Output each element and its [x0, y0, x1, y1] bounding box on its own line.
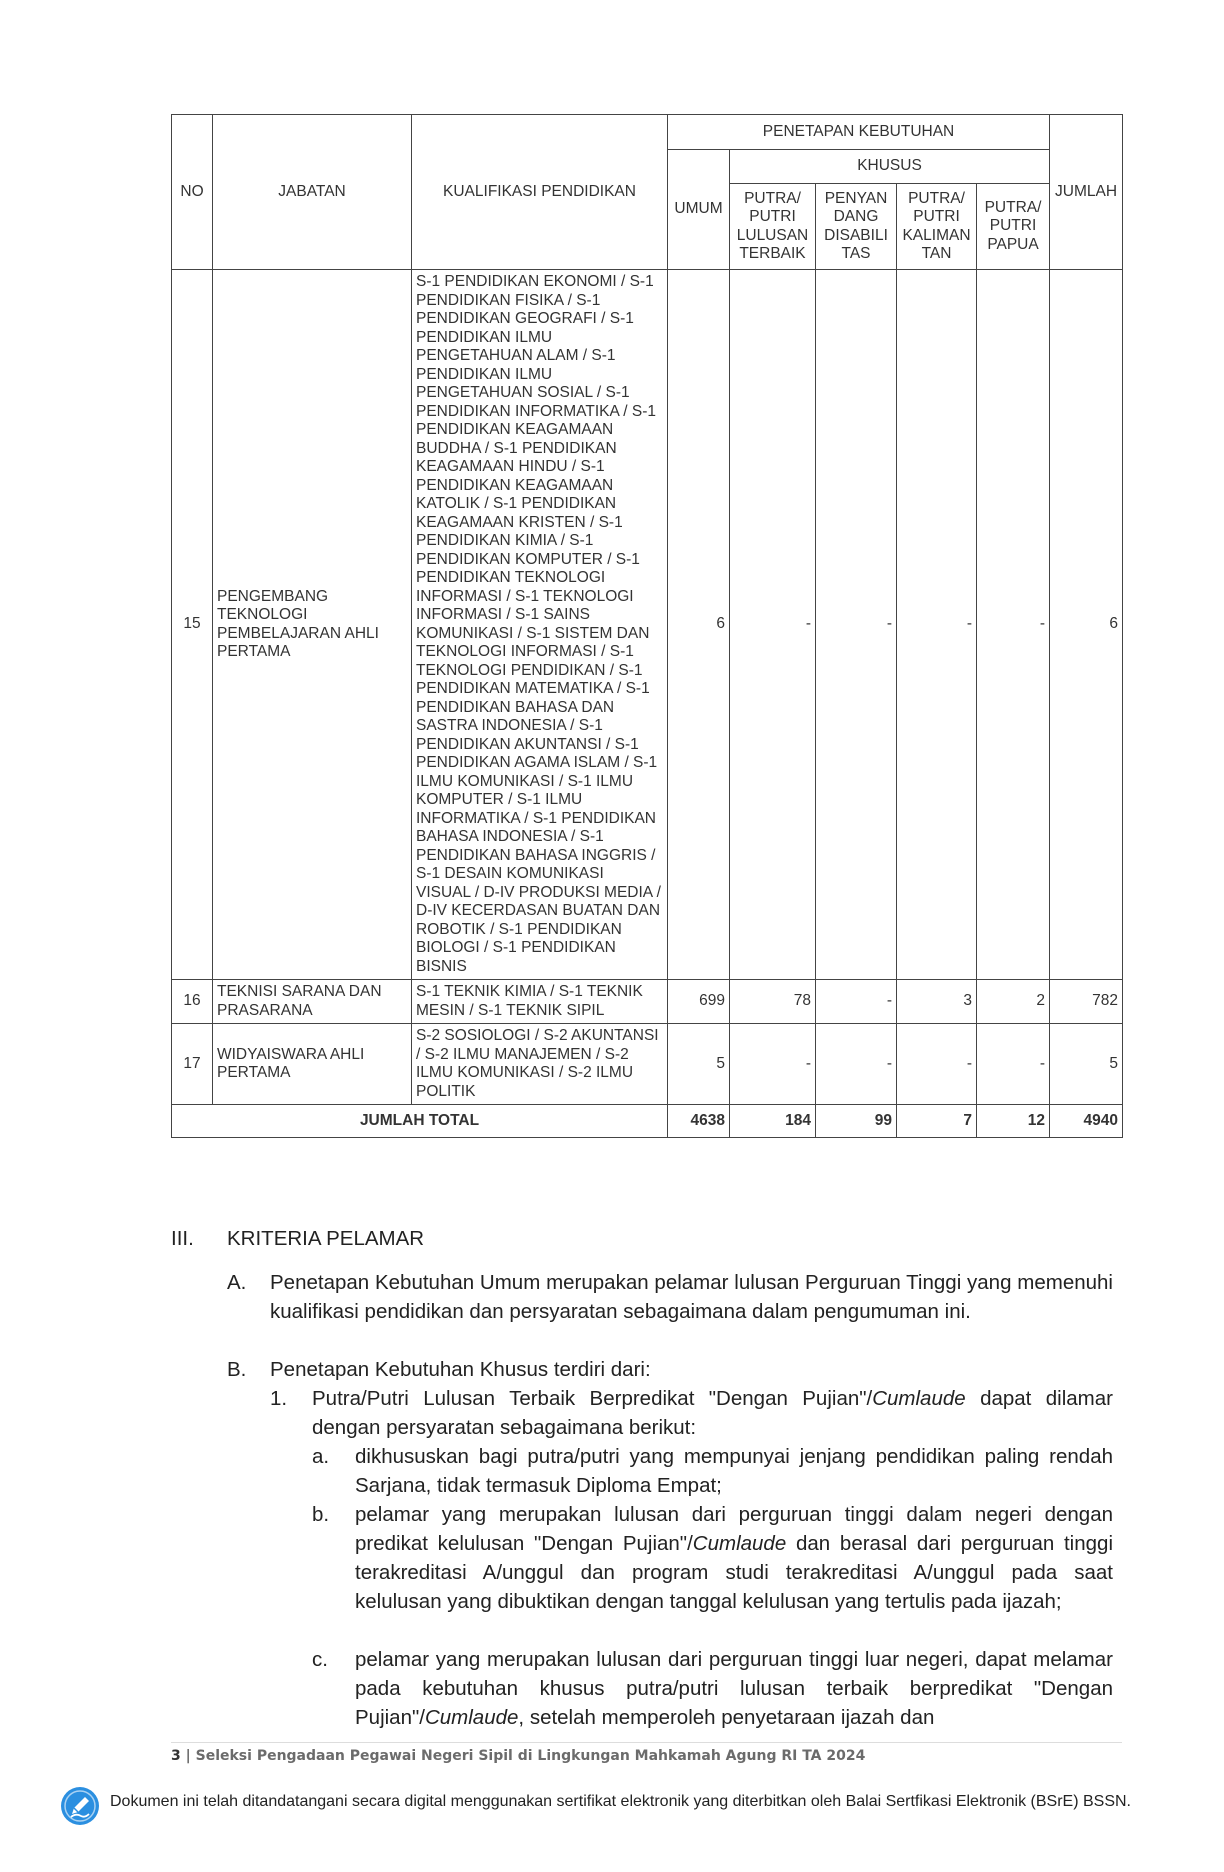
header-lulusan-terbaik: PUTRA/ PUTRI LULUSAN TERBAIK — [730, 184, 816, 270]
total-disabilitas: 99 — [816, 1105, 897, 1138]
row-kalimantan: - — [897, 1024, 977, 1105]
row-kalimantan: - — [897, 270, 977, 980]
row-kualifikasi: S-1 TEKNIK KIMIA / S-1 TEKNIK MESIN / S-1 TEKNIK SIPIL — [412, 980, 668, 1024]
table-row — [172, 980, 1123, 1024]
row-lulusan-terbaik: - — [730, 1024, 816, 1105]
total-umum: 4638 — [668, 1105, 730, 1138]
digital-signature-note: Dokumen ini telah ditandatangani secara digital menggunakan sertifikat elektronik yang diterbitkan oleh Balai Sertfikasi Elektronik (BSrE) BSSN. — [110, 1793, 1131, 1810]
item-b1b-text-after: dan berasal dari perguruan tinggi terakreditasi A/unggul dan program studi terakreditasi A/unggul pada saat kelulusan yang dibuktikan dengan tanggal kelulusan yang tertulis pada ijazah; — [355, 1532, 1113, 1613]
footer-divider — [171, 1742, 1122, 1743]
item-b1-text — [312, 1384, 1113, 1442]
bsre-pen-icon — [60, 1786, 100, 1826]
row-jumlah: 5 — [1050, 1024, 1123, 1105]
item-a-text: Penetapan Kebutuhan Umum merupakan pelamar lulusan Perguruan Tinggi yang memenuhi kualifikasi pendidikan dan persyaratan sebagaimana dalam pengumuman ini. — [270, 1271, 1113, 1323]
row-disabilitas: - — [816, 980, 897, 1024]
header-penyandang-disabilitas: PENYAN DANG DISABILI TAS — [816, 184, 897, 270]
row-lulusan-terbaik: 78 — [730, 980, 816, 1024]
row-lulusan-terbaik: - — [730, 270, 816, 980]
row-papua: 2 — [977, 980, 1050, 1024]
page-number: 3 — [171, 1748, 181, 1764]
item-b1c-italic: Cumlaude — [424, 1706, 519, 1729]
item-b-text: Penetapan Kebutuhan Khusus terdiri dari: — [270, 1358, 651, 1381]
row-kualifikasi: S-2 SOSIOLOGI / S-2 AKUNTANSI / S-2 ILMU MANAJEMEN / S-2 ILMU KOMUNIKASI / S-2 ILMU POLITIK — [412, 1024, 668, 1105]
total-kalimantan: 7 — [897, 1105, 977, 1138]
footer-text: Seleksi Pengadaan Pegawai Negeri Sipil di Lingkungan Mahkamah Agung RI TA 2024 — [195, 1748, 866, 1764]
row-no: 17 — [172, 1024, 213, 1105]
row-no: 15 — [172, 270, 213, 980]
row-umum: 699 — [668, 980, 730, 1024]
row-jabatan: PENGEMBANG TEKNOLOGI PEMBELAJARAN AHLI PERTAMA — [213, 270, 412, 980]
total-row — [172, 1105, 1123, 1138]
total-label: JUMLAH TOTAL — [172, 1105, 668, 1138]
item-b1-italic: Cumlaude — [872, 1387, 966, 1410]
header-no: NO — [172, 115, 213, 270]
item-b1c-label: c. — [312, 1648, 328, 1671]
section-title: KRITERIA PELAMAR — [227, 1227, 425, 1250]
row-no: 16 — [172, 980, 213, 1024]
total-papua: 12 — [977, 1105, 1050, 1138]
item-b1b-italic: Cumlaude — [692, 1532, 787, 1555]
item-b1-text-before: Putra/Putri Lulusan Terbaik Berpredikat "Dengan Pujian"/ — [312, 1387, 873, 1410]
row-papua: - — [977, 270, 1050, 980]
header-kualifikasi: KUALIFIKASI PENDIDIKAN — [412, 115, 668, 270]
table-row — [172, 1024, 1123, 1105]
item-b1c-text-after: , setelah memperoleh penyetaraan ijazah dan — [518, 1706, 935, 1729]
section-number: III. — [171, 1227, 194, 1250]
row-kalimantan: 3 — [897, 980, 977, 1024]
header-jumlah: JUMLAH — [1050, 115, 1123, 270]
item-b1a-label: a. — [312, 1445, 330, 1468]
row-disabilitas: - — [816, 1024, 897, 1105]
item-b1c-text — [355, 1645, 1113, 1732]
row-jumlah: 6 — [1050, 270, 1123, 980]
header-umum: UMUM — [668, 150, 730, 270]
table-row — [172, 270, 1123, 980]
item-b1a-text: dikhususkan bagi putra/putri yang mempunyai jenjang pendidikan paling rendah Sarjana, tidak termasuk Diploma Empat; — [355, 1445, 1113, 1497]
item-b1b-label: b. — [312, 1503, 330, 1526]
header-putra-putri-kalimantan: PUTRA/ PUTRI KALIMAN TAN — [897, 184, 977, 270]
total-lulusan-terbaik: 184 — [730, 1105, 816, 1138]
item-b-label: B. — [227, 1358, 247, 1381]
requirements-table — [171, 114, 1123, 1138]
item-b1c-text-before: pelamar yang merupakan lulusan dari perguruan tinggi luar negeri, dapat melamar pada kebutuhan khusus putra/putri lulusan terbaik berpredikat "Dengan Pujian"/ — [355, 1648, 1113, 1729]
row-disabilitas: - — [816, 270, 897, 980]
header-khusus: KHUSUS — [730, 150, 1050, 184]
row-umum: 5 — [668, 1024, 730, 1105]
item-b1-label: 1. — [270, 1387, 288, 1410]
row-papua: - — [977, 1024, 1050, 1105]
row-kualifikasi: S-1 PENDIDIKAN EKONOMI / S-1 PENDIDIKAN FISIKA / S-1 PENDIDIKAN GEOGRAFI / S-1 PENDIDIKAN ILMU PENGETAHUAN ALAM / S-1 PENDIDIKAN ILMU PENGETAHUAN SOSIAL / S-1 PENDIDIKAN INFORMATIKA / S-1 PENDIDIKAN KEAGAMAAN BUDDHA / S-1 PENDIDIKAN KEAGAMAAN HINDU / S-1 PENDIDIKAN KEAGAMAAN KATOLIK / S-1 PENDIDIKAN KEAGAMAAN KRISTEN / S-1 PENDIDIKAN KIMIA / S-1 PENDIDIKAN KOMPUTER / S-1 PENDIDIKAN TEKNOLOGI INFORMASI / S-1 TEKNOLOGI INFORMASI / S-1 SAINS KOMUNIKASI / S-1 SISTEM DAN TEKNOLOGI INFORMASI / S-1 TEKNOLOGI PENDIDIKAN / S-1 PENDIDIKAN MATEMATIKA / S-1 PENDIDIKAN BAHASA DAN SASTRA INDONESIA / S-1 PENDIDIKAN AKUNTANSI / S-1 PENDIDIKAN AGAMA ISLAM / S-1 ILMU KOMUNIKASI / S-1 ILMU KOMPUTER / S-1 ILMU INFORMATIKA / S-1 PENDIDIKAN BAHASA INDONESIA / S-1 PENDIDIKAN BAHASA INGGRIS / S-1 DESAIN KOMUNIKASI VISUAL / D-IV PRODUKSI MEDIA / D-IV KECERDASAN BUATAN DAN ROBOTIK / S-1 PENDIDIKAN BIOLOGI / S-1 PENDIDIKAN BISNIS — [412, 270, 668, 980]
item-b1-text-after: dapat dilamar dengan persyaratan sebagaimana berikut: — [312, 1387, 1113, 1439]
page-footer — [171, 1748, 865, 1764]
row-jabatan: TEKNISI SARANA DAN PRASARANA — [213, 980, 412, 1024]
row-jumlah: 782 — [1050, 980, 1123, 1024]
row-umum: 6 — [668, 270, 730, 980]
item-b1b-text-before: pelamar yang merupakan lulusan dari perguruan tinggi dalam negeri dengan predikat kelulusan "Dengan Pujian"/ — [355, 1503, 1113, 1555]
header-penetapan-kebutuhan: PENETAPAN KEBUTUHAN — [668, 115, 1050, 150]
header-jabatan: JABATAN — [213, 115, 412, 270]
header-putra-putri-papua: PUTRA/ PUTRI PAPUA — [977, 184, 1050, 270]
row-jabatan: WIDYAISWARA AHLI PERTAMA — [213, 1024, 412, 1105]
footer-separator: | — [185, 1748, 191, 1764]
item-b1b-text — [355, 1500, 1113, 1616]
item-a-label: A. — [227, 1271, 247, 1294]
total-jumlah: 4940 — [1050, 1105, 1123, 1138]
